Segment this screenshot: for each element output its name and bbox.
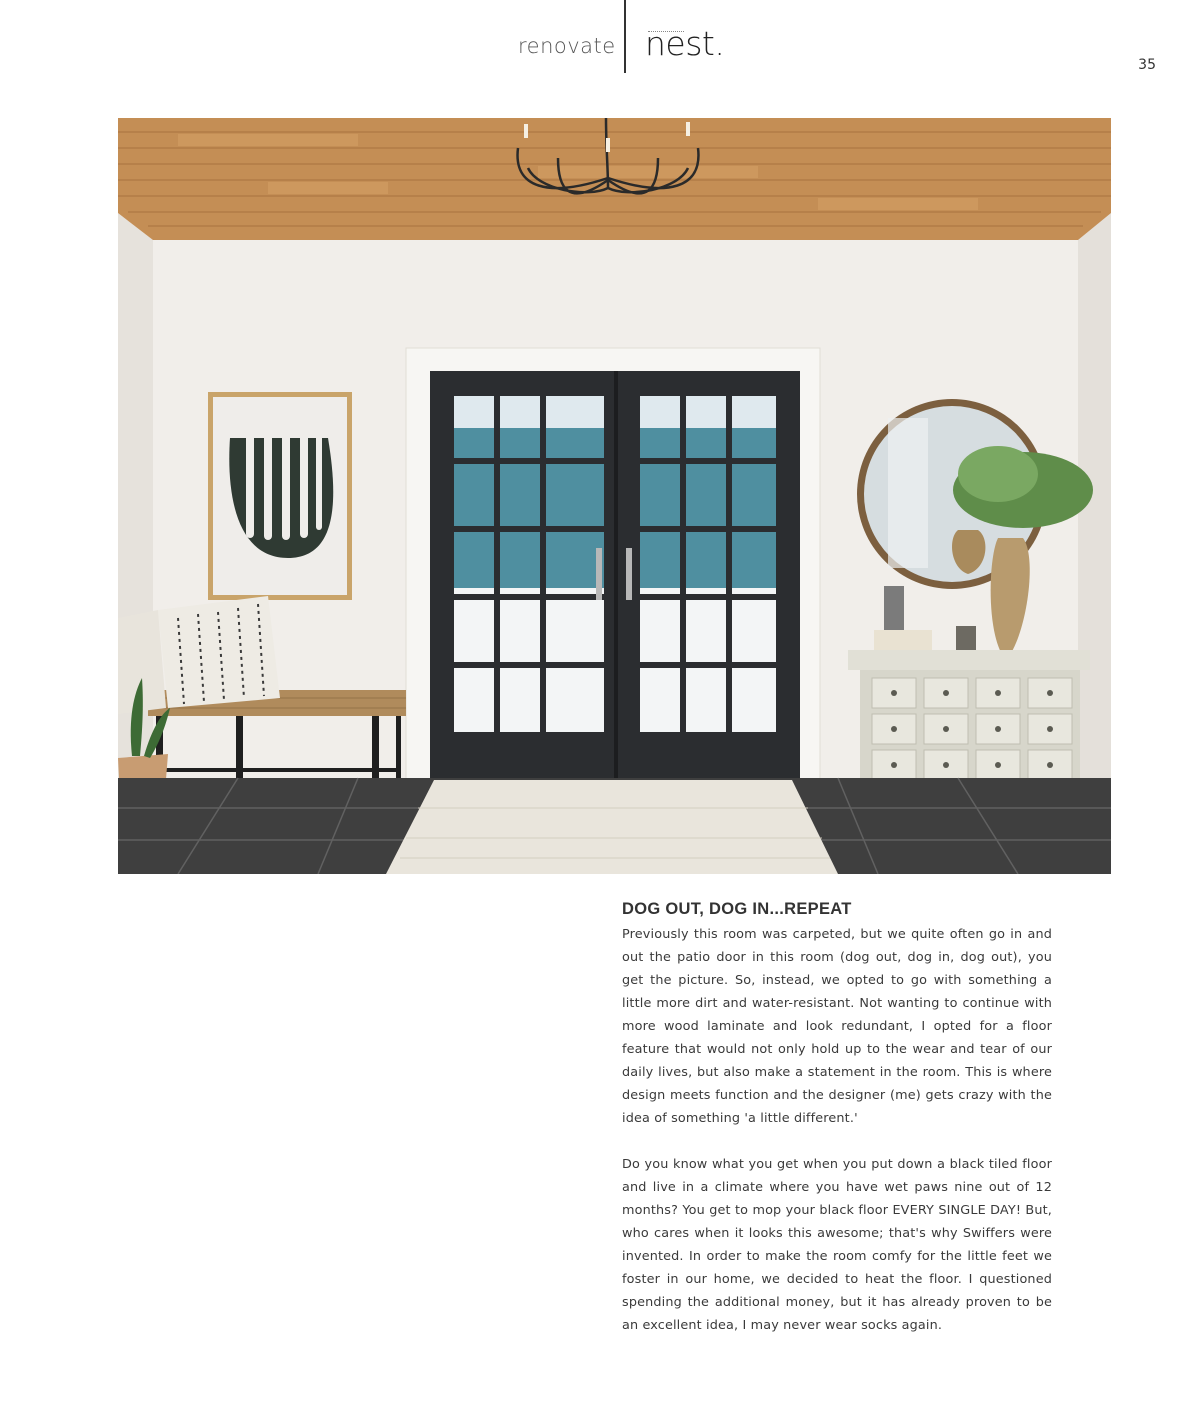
- brand-logo: nest.: [645, 24, 725, 63]
- article-title: DOG OUT, DOG IN...REPEAT: [622, 900, 852, 918]
- section-label: renovate: [518, 34, 616, 58]
- article: [622, 900, 1052, 1360]
- entryway-photo: [118, 118, 1111, 874]
- article-paragraph: Previously this room was carpeted, but we quite often go in and out the patio door in this room (dog out, dog in, dog out), you get the picture. So, instead, we opted to go with something a little more dirt and water-resistant. Not wanting to continue with more wood laminate and look redundant, I opted for a floor feature that would not only hold up to the wear and tear of our daily lives, but also make a statement in the room. This is where design meets function and the designer (me) gets crazy with the idea of something 'a little different.': [622, 927, 1052, 1126]
- entryway-photo-icon: [118, 118, 1111, 874]
- page-header: [0, 0, 1200, 80]
- article-paragraph: Do you know what you get when you put down a black tiled floor and live in a climate where you have wet paws nine out of 12 months? You get to mop your black floor EVERY SINGLE DAY! But, who cares when it looks this awesome; that's why Swiffers were invented. In order to make the room comfy for the little feet we foster in our home, we decided to heat the floor. I questioned spending the additional money, but it has already proven to be an excellent idea, I may never wear socks again.: [622, 1157, 1052, 1333]
- header-divider: [624, 0, 626, 73]
- page-number: 35: [1138, 57, 1156, 73]
